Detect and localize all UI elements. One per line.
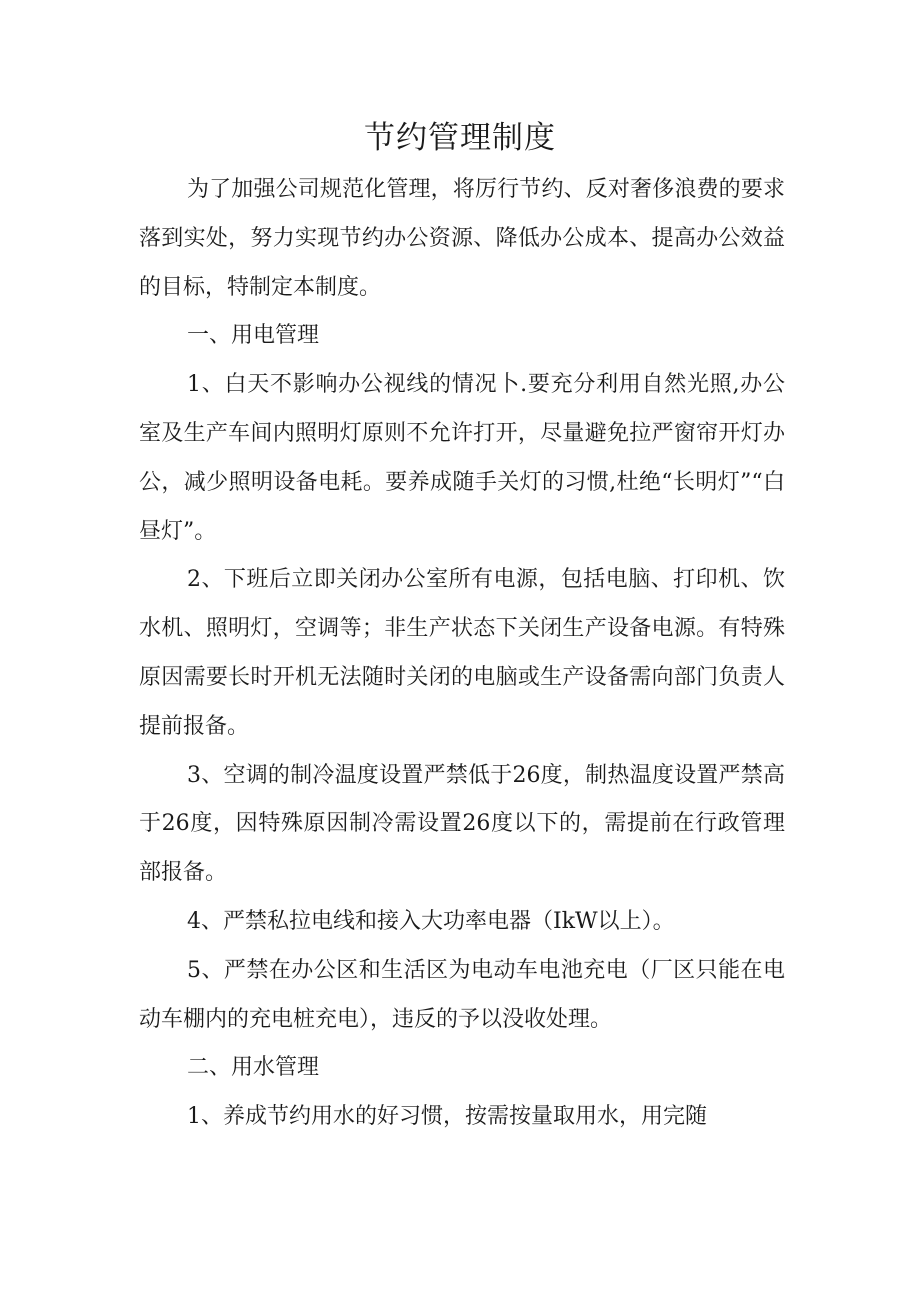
intro-paragraph: 为了加强公司规范化管理，将厉行节约、反对奢侈浪费的要求落到实处，努力实现节约办公资源、降低办公成本、提高办公效益的目标，特制定本制度。 [139,177,785,300]
document-title: 节约管理制度 [364,120,556,156]
section-heading-electricity: 一、用电管理 [187,323,320,349]
electricity-item-1: 1、白天不影响办公视线的情况卜.要充分利用自然光照,办公室及生产车间内照明灯原则不允许打开，尽量避免拉严窗帘开灯办公，减少照明设备电耗。要养成随手关灯的习惯,杜绝“长明灯”“白昼灯”。 [139,372,785,544]
electricity-item-3: 3、空调的制冷温度设置严禁低于26度，制热温度设置严禁高于26度，因特殊原因制冷需设置26度以下的，需提前在行政管理部报备。 [139,762,785,886]
document-body [139,166,785,1142]
electricity-item-2: 2、下班后立即关闭办公室所有电源，包括电脑、打印机、饮水机、照明灯，空调等；非生产状态下关闭生产设备电源。有特殊原因需要长时开机无法随时关闭的电脑或生产设备需向部门负责人提前报备。 [139,567,785,739]
electricity-item-5: 5、严禁在办公区和生活区为电动车电池充电（厂区只能在电动车棚内的充电桩充电），违反的予以没收处理。 [139,957,785,1032]
electricity-item-4: 4、严禁私拉电线和接入大功率电器（IkW以上）。 [187,908,675,934]
section-heading-water: 二、用水管理 [187,1055,320,1081]
water-item-1: 1、养成节约用水的好习惯，按需按量取用水，用完随 [187,1104,707,1130]
